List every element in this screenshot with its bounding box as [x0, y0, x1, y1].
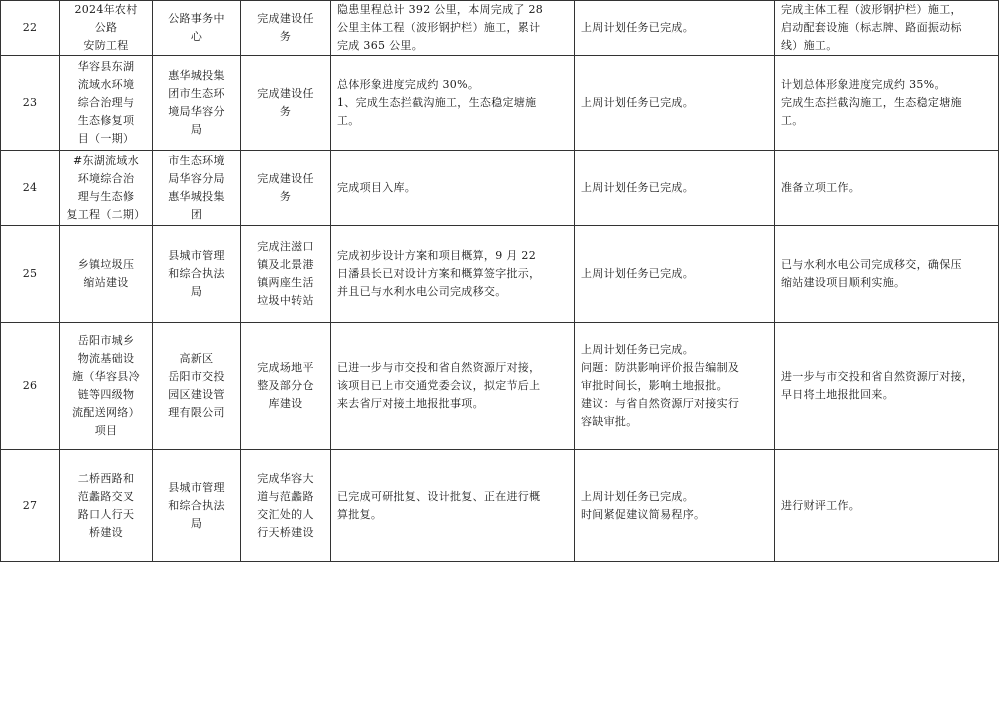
project-name: 乡镇垃圾压 缩站建设 — [60, 226, 153, 323]
progress-text: 完成项目入库。 — [331, 151, 575, 226]
progress-text: 完成初步设计方案和项目概算，9 月 22 日潘县长已对设计方案和概算签字批示， 并且已与水利水电公司完成移交。 — [331, 226, 575, 323]
next-plan-text: 准备立项工作。 — [775, 151, 999, 226]
next-plan-text: 完成主体工程（波形钢护栏）施工， 启动配套设施（标志牌、路面振动标 线）施工。 — [775, 1, 999, 56]
responsible-unit: 县城市管理 和综合执法 局 — [153, 450, 241, 562]
responsible-unit: 县城市管理 和综合执法 局 — [153, 226, 241, 323]
project-name: 华容县东湖 流域水环境 综合治理与 生态修复项 目（一期） — [60, 56, 153, 151]
progress-text: 隐患里程总计 392 公里，本周完成了 28 公里主体工程（波形钢护栏）施工，累计 完成 365 公里。 — [331, 1, 575, 56]
issues-text: 上周计划任务已完成。 时间紧促建议简易程序。 — [575, 450, 775, 562]
project-name: 2024年农村 公路 安防工程 — [60, 1, 153, 56]
table-row — [1, 450, 999, 562]
row-number: 23 — [1, 56, 60, 151]
responsible-unit: 市生态环境 局华容分局 惠华城投集 团 — [153, 151, 241, 226]
table-row — [1, 56, 999, 151]
issues-text: 上周计划任务已完成。 — [575, 226, 775, 323]
responsible-unit: 公路事务中 心 — [153, 1, 241, 56]
row-number: 27 — [1, 450, 60, 562]
row-number: 22 — [1, 1, 60, 56]
issues-text: 上周计划任务已完成。 — [575, 151, 775, 226]
project-name: 岳阳市城乡 物流基础设 施（华容县冷 链等四级物 流配送网络） 项目 — [60, 323, 153, 450]
issues-text: 上周计划任务已完成。 — [575, 1, 775, 56]
progress-text: 总体形象进度完成约 30%。 1、完成生态拦截沟施工，生态稳定塘施 工。 — [331, 56, 575, 151]
row-number: 25 — [1, 226, 60, 323]
row-number: 24 — [1, 151, 60, 226]
table-row — [1, 226, 999, 323]
issues-text: 上周计划任务已完成。 问题：防洪影响评价报告编制及 审批时间长，影响土地报批。 建议：与省自然资源厅对接实行 容缺审批。 — [575, 323, 775, 450]
annual-goal: 完成建设任 务 — [241, 151, 331, 226]
progress-text: 已完成可研批复、设计批复、正在进行概 算批复。 — [331, 450, 575, 562]
annual-goal: 完成建设任 务 — [241, 56, 331, 151]
progress-text: 已进一步与市交投和省自然资源厅对接， 该项目已上市交通党委会议，拟定节后上 来去省厅对接土地报批事项。 — [331, 323, 575, 450]
annual-goal: 完成建设任 务 — [241, 1, 331, 56]
next-plan-text: 已与水利水电公司完成移交，确保压 缩站建设项目顺利实施。 — [775, 226, 999, 323]
annual-goal: 完成注滋口 镇及北景港 镇两座生活 垃圾中转站 — [241, 226, 331, 323]
annual-goal: 完成场地平 整及部分仓 库建设 — [241, 323, 331, 450]
table-row — [1, 1, 999, 56]
row-number: 26 — [1, 323, 60, 450]
next-plan-text: 进一步与市交投和省自然资源厅对接， 早日将土地报批回来。 — [775, 323, 999, 450]
next-plan-text: 计划总体形象进度完成约 35%。 完成生态拦截沟施工，生态稳定塘施 工。 — [775, 56, 999, 151]
next-plan-text: 进行财评工作。 — [775, 450, 999, 562]
table-row — [1, 323, 999, 450]
responsible-unit: 高新区 岳阳市交投 园区建设管 理有限公司 — [153, 323, 241, 450]
table-row — [1, 151, 999, 226]
issues-text: 上周计划任务已完成。 — [575, 56, 775, 151]
project-name: 二桥西路和 范蠡路交叉 路口人行天 桥建设 — [60, 450, 153, 562]
responsible-unit: 惠华城投集 团市生态环 境局华容分 局 — [153, 56, 241, 151]
annual-goal: 完成华容大 道与范蠡路 交汇处的人 行天桥建设 — [241, 450, 331, 562]
project-name: #东湖流域水 环境综合治 理与生态修 复工程（二期） — [60, 151, 153, 226]
